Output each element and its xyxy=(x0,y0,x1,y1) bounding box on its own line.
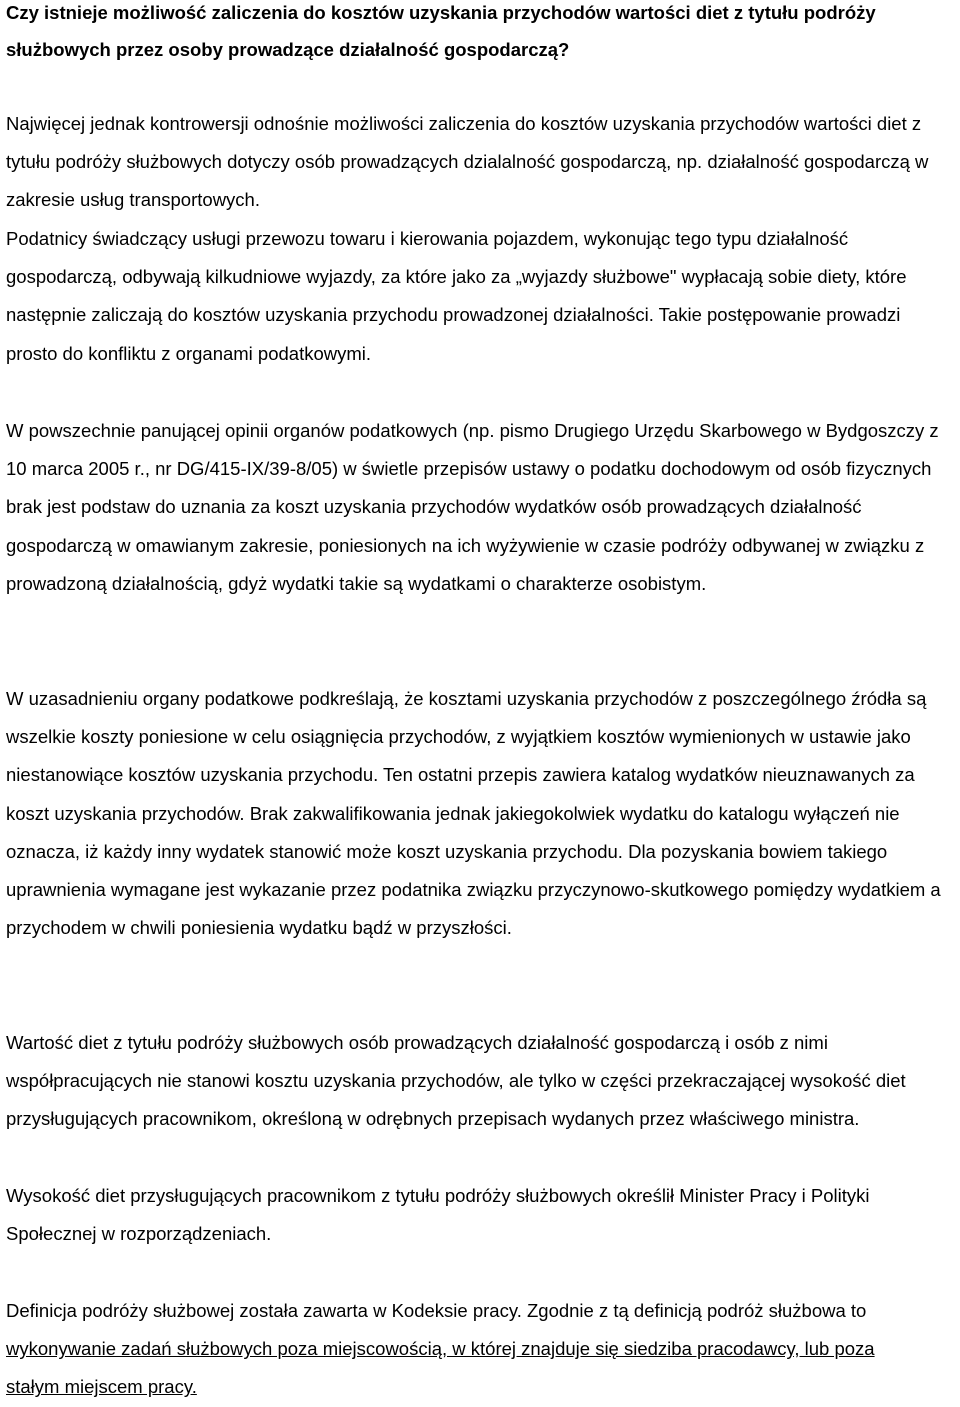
paragraph-7 xyxy=(6,1292,921,1407)
paragraph-4: W uzasadnieniu organy podatkowe podkreślają, że kosztami uzyskania przychodów z poszczególnego źródła są wszelkie koszty poniesione w celu osiągnięcia przychodów, z wyjątkiem kosztów wymienionych w ustawie jako niestanowiące kosztów uzyskania przychodu. Ten ostatni przepis zawiera katalog wydatków nieuznawanych za koszt uzyskania przychodów. Brak zakwalifikowania jednak jakiegokolwiek wydatku do katalogu wyłączeń nie oznacza, iż każdy inny wydatek stanowić może koszt uzyskania przychodu. Dla pozyskania bowiem takiego uprawnienia wymagane jest wykazanie przez podatnika związku przyczynowo-skutkowego pomiędzy wydatkiem a przychodem w chwili poniesienia wydatku bądź w przyszłości. xyxy=(6,688,941,939)
paragraph-1: Najwięcej jednak kontrowersji odnośnie możliwości zaliczenia do kosztów uzyskania przychodów wartości diet z tytułu podróży służbowych dotyczy osób prowadzących dzialalność gospodarczą, np. działalność gospodarczą w zakresie usług transportowych. xyxy=(6,113,929,211)
paragraph-2: Podatnicy świadczący usługi przewozu towaru i kierowania pojazdem, wykonując tego typu działalność gospodarczą, odbywają kilkudniowe wyjazdy, za które jako za „wyjazdy służbowe" wypłacają sobie diety, które następnie zaliczają do kosztów uzyskania przychodu prowadzonej działalności. Takie postępowanie prowadzi prosto do konfliktu z organami podatkowymi. xyxy=(6,228,907,364)
document-title: Czy istnieje możliwość zaliczenia do kosztów uzyskania przychodów wartości diet z tytułu podróży służbowych przez osoby prowadzące działalność gospodarczą? xyxy=(6,2,876,60)
paragraph-3: W powszechnie panującej opinii organów podatkowych (np. pismo Drugiego Urzędu Skarbowego w Bydgoszczy z 10 marca 2005 r., nr DG/415-IX/39-8/05) w świetle przepisów ustawy o podatku dochodowym od osób fizycznych brak jest podstaw do uznania za koszt uzyskania przychodów wydatków osób prowadzących działalność gospodarczą w omawianym zakresie, poniesionych na ich wyżywienie w czasie podróży odbywanej w związku z prowadzoną działalnością, gdyż wydatki takie są wydatkami o charakterze osobistym. xyxy=(6,420,939,594)
paragraph-6: Wysokość diet przysługujących pracownikom z tytułu podróży służbowych określił Minister Pracy i Polityki Społecznej w rozporządzeniach. xyxy=(6,1185,870,1245)
paragraph-5: Wartość diet z tytułu podróży służbowych osób prowadzących działalność gospodarczą i osób z nimi współpracujących nie stanowi kosztu uzyskania przychodów, ale tylko w części przekraczającej wysokość diet przysługujących pracownikom, określoną w odrębnych przepisach wydanych przez właściwego ministra. xyxy=(6,1032,906,1130)
definition-intro-text: Definicja podróży służbowej została zawarta w Kodeksie pracy. Zgodnie z tą definicją podróż służbowa to xyxy=(6,1300,867,1321)
definition-underlined-text: wykonywanie zadań służbowych poza miejscowością, w której znajduje się siedziba pracodawcy, lub poza stałym miejscem pracy. xyxy=(6,1338,875,1398)
